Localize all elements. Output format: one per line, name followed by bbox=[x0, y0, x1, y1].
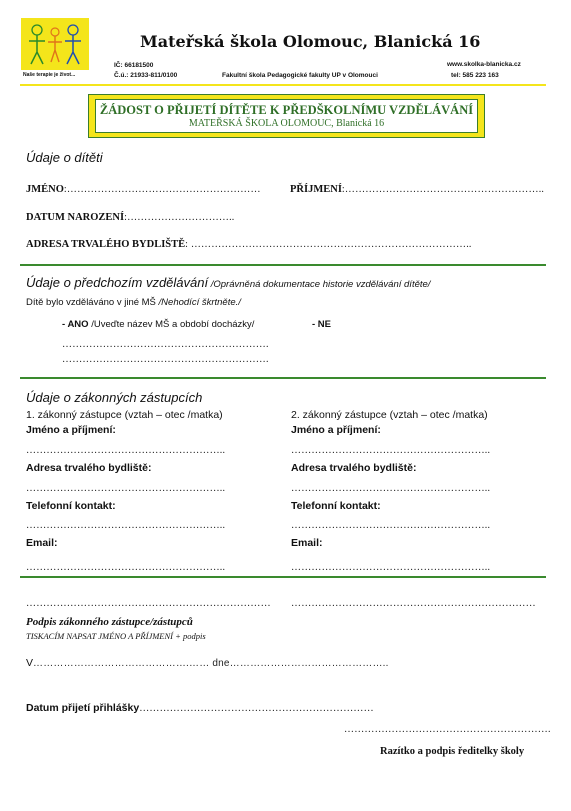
guardian-2-address-field[interactable]: ………………………………………………….. bbox=[291, 483, 491, 494]
child-surname-row bbox=[290, 179, 544, 197]
school-logo bbox=[21, 18, 89, 70]
guardian-2-name-label: Jméno a příjmení: bbox=[291, 424, 381, 436]
stamp-label: Razítko a podpis ředitelky školy bbox=[380, 746, 525, 757]
logo-caption: Naše terapie je život... bbox=[23, 72, 76, 78]
received-date-label: Datum přijetí přihlášky bbox=[26, 702, 140, 714]
guardian-1-email-label: Email: bbox=[26, 537, 58, 549]
guardian-2-phone-field[interactable]: ………………………………………………….. bbox=[291, 520, 491, 531]
signature-instruction: TISKACÍM NAPSAT JMÉNO A PŘÍJMENÍ + podpis bbox=[26, 631, 206, 641]
education-heading-note: /Oprávněná dokumentace historie vzdělávání dítěte/ bbox=[208, 279, 431, 290]
previous-school-field-2[interactable]: ……………………………………………………. bbox=[62, 354, 269, 365]
place-date-row bbox=[26, 657, 389, 669]
section-divider-3 bbox=[20, 576, 546, 578]
child-address-row bbox=[26, 234, 472, 252]
section-divider-1 bbox=[20, 264, 546, 266]
education-section-heading: Údaje o předchozím vzdělávání bbox=[26, 275, 209, 290]
birth-date-label: DATUM NAROZENÍ bbox=[26, 212, 125, 223]
yes-option-note: /Uveďte název MŠ a období docházky/ bbox=[88, 319, 255, 330]
guardians-section-heading: Údaje o zákonných zástupcích bbox=[26, 390, 203, 405]
stamp-field[interactable]: ……………………………………………………. bbox=[344, 724, 551, 735]
birth-date-field[interactable]: :………………………….. bbox=[124, 212, 235, 223]
place-field[interactable]: ……………………………………….…… dne bbox=[33, 658, 230, 669]
child-address-field[interactable]: : ……………………………………………………………………….. bbox=[185, 239, 472, 250]
guardian-2-address-label: Adresa trvalého bydliště: bbox=[291, 462, 417, 474]
received-date-field[interactable]: …………………………………………………………… bbox=[139, 703, 374, 714]
no-option[interactable]: - NE bbox=[312, 319, 331, 330]
child-name-field[interactable]: :………………………………………………… bbox=[63, 184, 261, 195]
education-question-row bbox=[26, 297, 241, 308]
guardian-2-title: 2. zákonný zástupce (vztah – otec /matka) bbox=[291, 409, 488, 421]
guardian-1-signature-field[interactable]: ……………………………………………………………… bbox=[26, 598, 271, 609]
date-field[interactable]: ……………………………………….. bbox=[229, 658, 389, 669]
guardian-2-name-field[interactable]: ………………………………………………….. bbox=[291, 445, 491, 456]
phone: tel: 585 223 163 bbox=[451, 72, 499, 79]
education-question-note: /Nehodící škrtněte./ bbox=[158, 297, 241, 308]
child-name-label: JMÉNO bbox=[26, 184, 64, 195]
received-date-row bbox=[26, 698, 374, 716]
title-box-inner bbox=[95, 99, 478, 133]
birth-date-row bbox=[26, 207, 235, 225]
place-prefix: V bbox=[26, 657, 34, 669]
website: www.skolka-blanicka.cz bbox=[447, 61, 521, 68]
ico: IČ: 66181500 bbox=[114, 62, 154, 69]
guardian-2-email-label: Email: bbox=[291, 537, 323, 549]
document-subtitle: MATEŘSKÁ ŠKOLA OLOMOUC, Blanická 16 bbox=[188, 118, 385, 129]
child-section-heading: Údaje o dítěti bbox=[26, 150, 103, 165]
education-question: Dítě bylo vzděláváno v jiné MŠ bbox=[26, 297, 159, 308]
document-title: ŽÁDOST O PŘIJETÍ DÍTĚTE K PŘEDŠKOLNÍMU VZDĚLÁVÁNÍ bbox=[99, 103, 474, 117]
section-divider-2 bbox=[20, 377, 546, 379]
guardian-1-address-field[interactable]: ………………………………………………….. bbox=[26, 483, 226, 494]
guardian-1-phone-field[interactable]: ………………………………………………….. bbox=[26, 520, 226, 531]
guardian-2-phone-label: Telefonní kontakt: bbox=[291, 500, 381, 512]
header-divider bbox=[20, 84, 546, 86]
child-address-label: ADRESA TRVALÉHO BYDLIŠTĚ bbox=[26, 239, 186, 250]
signature-heading: Podpis zákonného zástupce/zástupců bbox=[26, 616, 193, 628]
guardian-2-email-field[interactable]: ………………………………………………….. bbox=[291, 562, 491, 573]
child-name-row bbox=[26, 179, 261, 197]
yes-option[interactable]: - ANO bbox=[62, 319, 89, 330]
title-box bbox=[88, 94, 485, 138]
school-name: Mateřská škola Olomouc, Blanická 16 bbox=[140, 32, 481, 51]
child-surname-field[interactable]: :………………………………………………….. bbox=[341, 184, 545, 195]
education-heading-row bbox=[26, 274, 430, 292]
guardian-1-title: 1. zákonný zástupce (vztah – otec /matka) bbox=[26, 409, 223, 421]
guardian-2-signature-field[interactable]: ……………………………………………………………… bbox=[291, 598, 536, 609]
guardian-1-phone-label: Telefonní kontakt: bbox=[26, 500, 116, 512]
guardian-1-email-field[interactable]: ………………………………………………….. bbox=[26, 562, 226, 573]
guardian-1-name-label: Jméno a příjmení: bbox=[26, 424, 116, 436]
previous-school-field-1[interactable]: ……………………………………………………. bbox=[62, 339, 269, 350]
guardian-1-name-field[interactable]: ………………………………………………….. bbox=[26, 445, 226, 456]
guardian-1-address-label: Adresa trvalého bydliště: bbox=[26, 462, 152, 474]
child-surname-label: PŘÍJMENÍ bbox=[290, 184, 342, 195]
bank-account: Č.ú.: 21933-811/0100 bbox=[114, 72, 178, 79]
yes-option-row bbox=[62, 319, 254, 330]
faculty-note: Fakultní škola Pedagogické fakulty UP v Olomouci bbox=[222, 72, 378, 79]
